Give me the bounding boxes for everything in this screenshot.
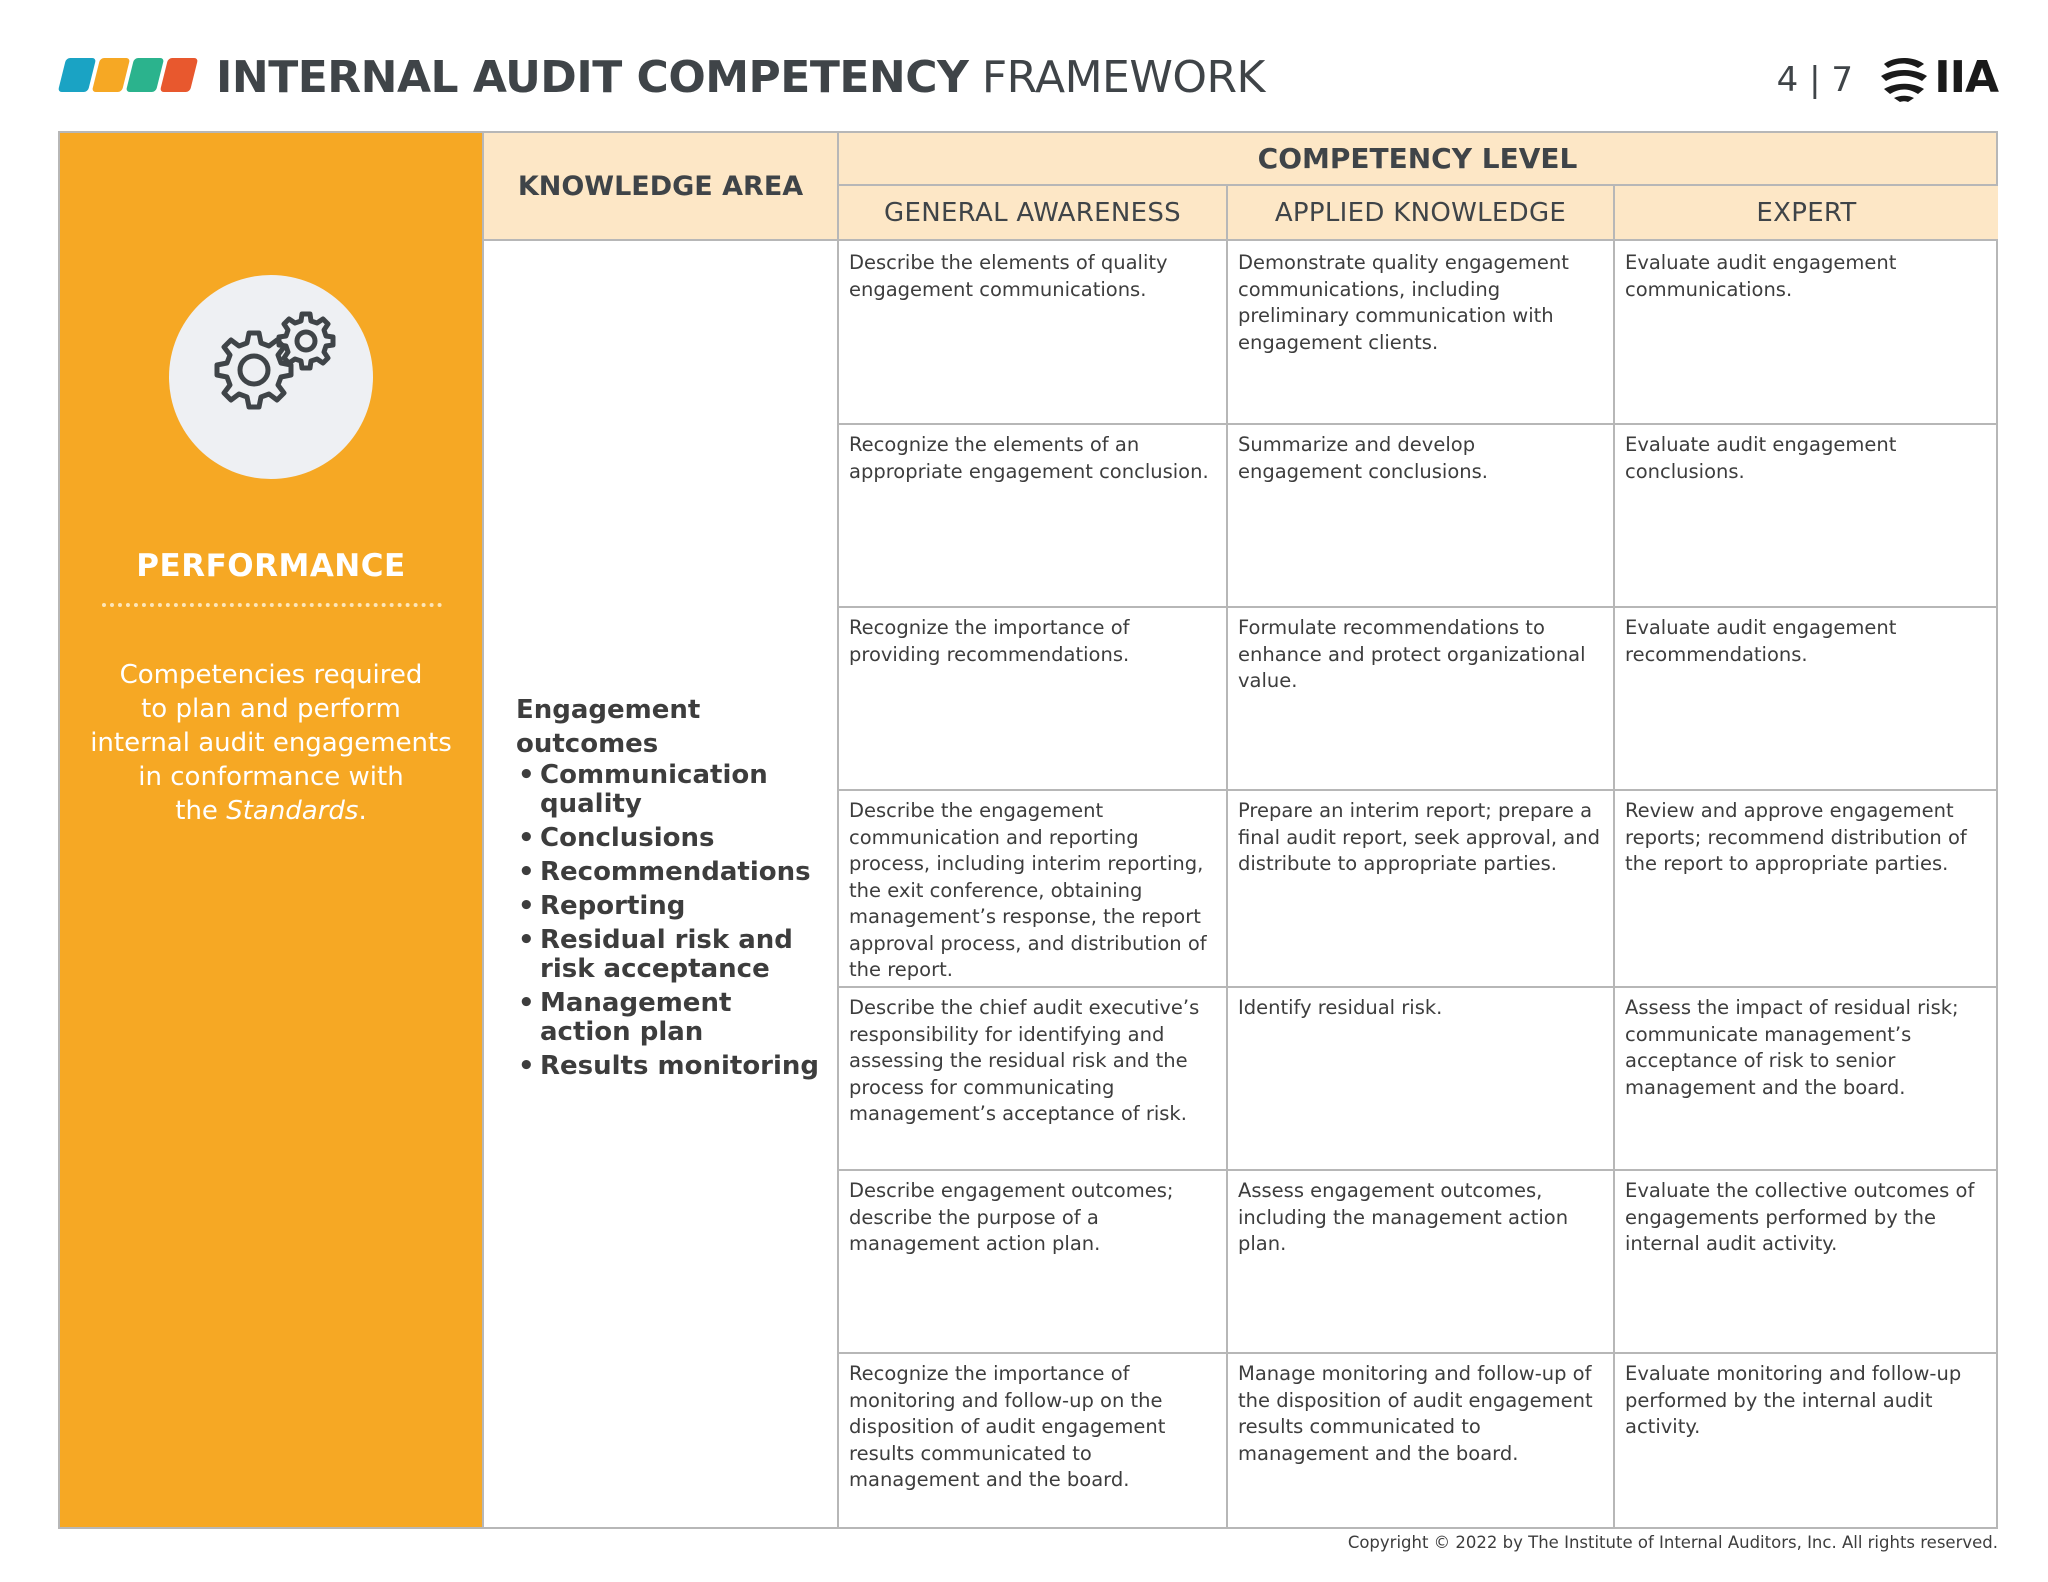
level-header-expert: EXPERT [1615,186,1998,241]
table-cell: Assess the impact of residual risk; communicate management’s acceptance of risk to senior management and the board. [1625,996,1959,1099]
table-cell: Manage monitoring and follow-up of the disposition of audit engagement results communicated to management and the board. [1238,1362,1593,1465]
section-description [80,658,462,828]
brand-stripe [92,58,130,92]
table-cell: Assess engagement outcomes, including the management action plan. [1238,1179,1569,1255]
knowledge-area-heading [516,693,826,761]
globe-icon [1878,54,1930,104]
heading-line: outcomes [516,729,659,759]
table-cell: Evaluate monitoring and follow-up performed by the internal audit activity. [1625,1362,1962,1438]
table-cell: Review and approve engagement reports; recommend distribution of the report to appropriate parties. [1625,799,1967,875]
page-title-bold: INTERNAL AUDIT COMPETENCY [216,52,969,103]
description-text: the [175,796,227,826]
table-cell: Formulate recommendations to enhance and protect organizational value. [1238,616,1586,692]
table-cell: Describe engagement outcomes; describe the purpose of a management action plan. [849,1179,1174,1255]
list-item: • Conclusions [516,824,826,853]
list-item: • Communication quality [516,761,826,819]
list-item: • Recommendations [516,858,826,887]
brand-stripe [126,58,164,92]
list-item: • Reporting [516,892,826,921]
description-line: in conformance with [138,762,404,792]
description-line: to plan and perform [141,694,401,724]
knowledge-area-list [516,761,826,1081]
competency-table [58,131,1998,1529]
list-item: • Results monitoring [516,1052,826,1081]
table-cell: Summarize and develop engagement conclusions. [1238,433,1488,483]
iia-logo [1878,52,1998,104]
page-number: 4 | 7 [1776,60,1853,100]
gears-icon [193,311,343,441]
copyright-notice: Copyright © 2022 by The Institute of Internal Auditors, Inc. All rights reserved. [1347,1533,1998,1552]
standards-emphasis: Standards [226,796,359,826]
description-line [80,794,462,828]
knowledge-area-content [516,693,826,1086]
table-cell: Evaluate the collective outcomes of engagements performed by the internal audit activity. [1625,1179,1975,1255]
table-cell: Describe the chief audit executive’s responsibility for identifying and assessing the residual risk and the process for communicating management’s acceptance of risk. [849,996,1200,1125]
knowledge-area-header: KNOWLEDGE AREA [484,133,837,241]
page-header [58,50,1998,110]
competency-level-header: COMPETENCY LEVEL [839,133,1996,186]
list-item: • Management action plan [516,989,826,1047]
table-cell: Recognize the importance of monitoring and follow-up on the disposition of audit engagement results communicated to management and the board. [849,1362,1166,1491]
table-cell: Demonstrate quality engagement communications, including preliminary communication with engagement clients. [1238,251,1569,354]
table-cell: Identify residual risk. [1238,996,1443,1019]
table-cell: Recognize the importance of providing recommendations. [849,616,1130,666]
list-item: • Residual risk and risk acceptance [516,926,826,984]
table-cell: Describe the elements of quality engagement communications. [849,251,1168,301]
brand-stripes [58,58,198,92]
page-title-light: FRAMEWORK [981,52,1265,103]
dotted-divider [102,603,442,607]
table-cell: Describe the engagement communication and reporting process, including interim reporting, the exit conference, obtaining management’s response, the report approval process, and distribution of the report. [849,799,1207,981]
logo-text: IIA [1934,52,1998,103]
table-cell: Evaluate audit engagement recommendations. [1625,616,1897,666]
competency-grid [837,133,1996,1527]
section-title: PERFORMANCE [136,548,406,584]
table-cell: Prepare an interim report; prepare a final audit report, seek approval, and distribute to appropriate parties. [1238,799,1600,875]
table-cell: Evaluate audit engagement communications. [1625,251,1897,301]
level-header-applied: APPLIED KNOWLEDGE [1228,186,1613,241]
gears-icon-badge [169,275,373,479]
table-cell: Evaluate audit engagement conclusions. [1625,433,1897,483]
description-text: . [358,796,367,826]
level-header-general: GENERAL AWARENESS [839,186,1226,241]
page-title [216,50,1265,106]
performance-panel [60,133,482,1527]
table-cell: Recognize the elements of an appropriate engagement conclusion. [849,433,1209,483]
description-line: internal audit engagements [90,728,452,758]
heading-line: Engagement [516,695,701,725]
description-line: Competencies required [119,660,423,690]
knowledge-area-column [482,133,837,1527]
brand-stripe [160,58,198,92]
brand-stripe [58,58,96,92]
